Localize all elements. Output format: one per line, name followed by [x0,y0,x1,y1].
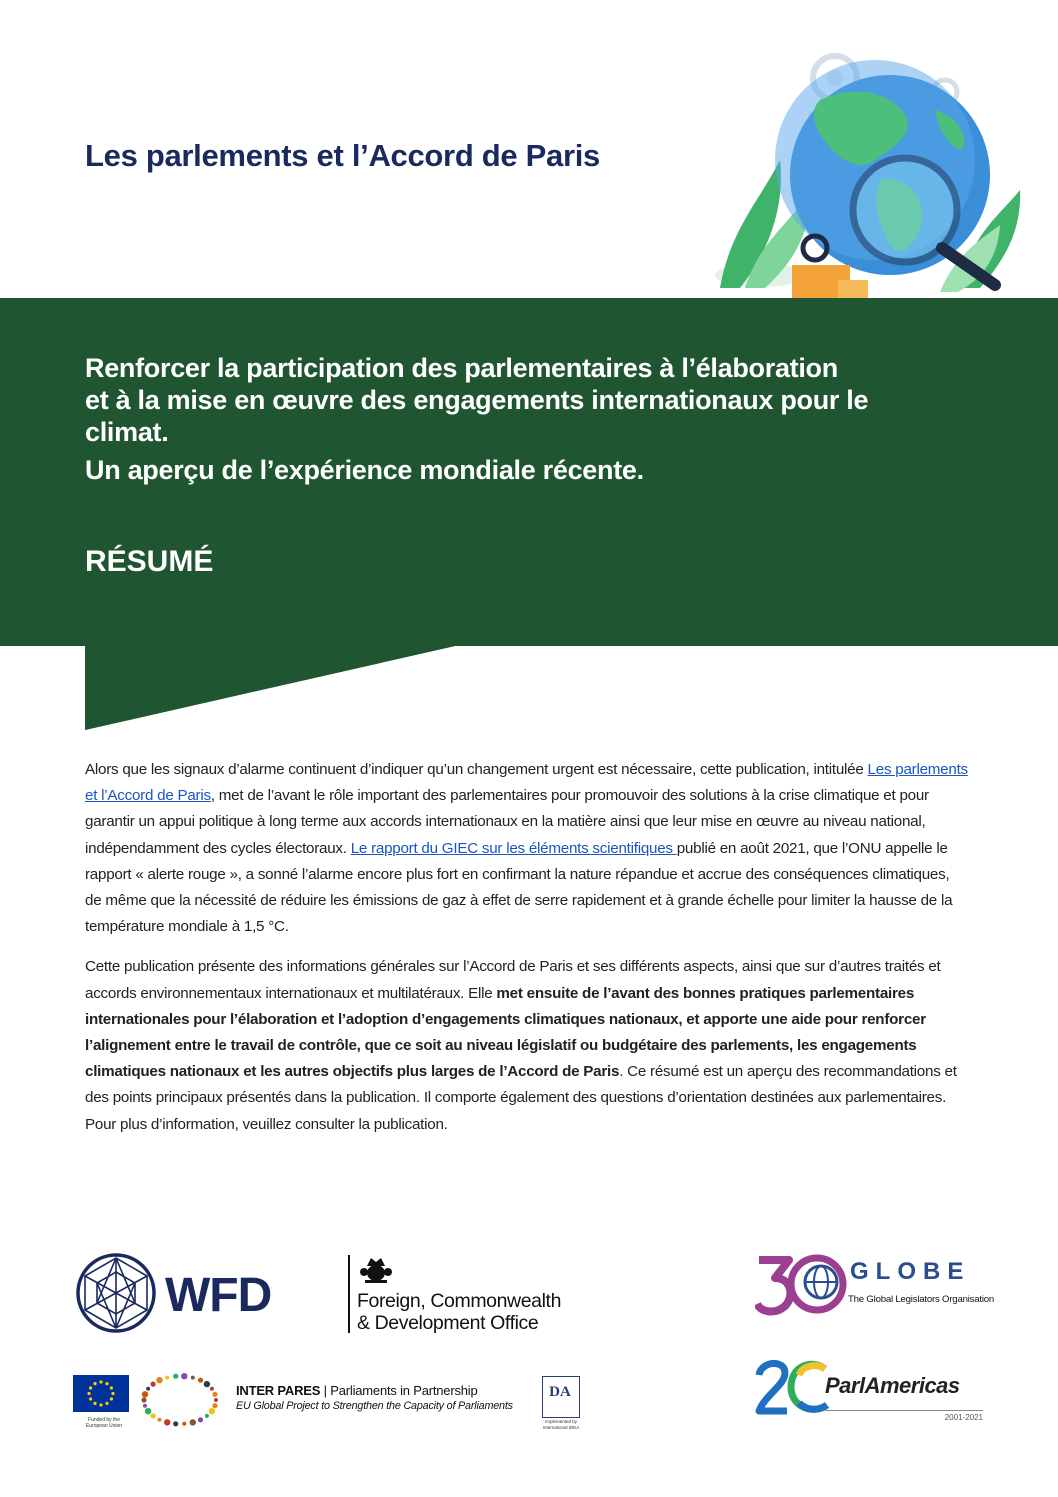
eu-logo [73,1375,131,1435]
subtitle-line: Un aperçu de l’expérience mondiale récente. [85,455,644,485]
page-title: Les parlements et l’Accord de Paris [85,138,600,173]
inter-pares-title [236,1383,536,1398]
ring-dot [210,1387,214,1391]
text-run: Cette publication présente des informations générales sur l’Accord de Paris et ses différents aspects, ainsi que sur d’autres traités et accords environnementaux internationaux et multilatéraux. Elle [85,958,941,1002]
idea-caption [540,1419,582,1431]
ring-dot [165,1376,169,1380]
globe-tagline: The Global Legislators Organisation [848,1294,995,1305]
ipcc-report-link[interactable]: Le rapport du GIEC sur les éléments scientifiques [350,839,677,857]
idea-letters: DA [549,1384,571,1400]
section-label: RÉSUMÉ [85,545,214,578]
ring-dot [212,1392,217,1397]
parlamericas-years: 2001-2021 [944,1413,983,1422]
text-run: , met de l’avant le rôle important des parlementaires pour promouvoir des solutions à la crise climatique et pour garantir un appui politique à long terme aux accords internationaux en la matière ainsi que leur mise en œuvre au niveau national, indépendamment des cycles électoraux. [85,787,929,857]
fcdo-line: & Development Office [357,1312,539,1334]
fcdo-rule [348,1255,350,1333]
body-text [85,757,969,1152]
parlamericas-20-icon [755,1357,835,1417]
fcdo-wordmark [357,1290,561,1334]
subtitle-line: et à la mise en œuvre des engagements internationaux pour le [85,385,869,415]
paragraph [85,757,969,940]
ring-dot [151,1413,156,1418]
wfd-wordmark: WFD [165,1269,272,1322]
eu-caption [79,1417,129,1429]
ring-dot [164,1419,170,1425]
globe-30-years-icon [755,1252,847,1316]
text-run: . Ce résumé est un aperçu des recommandations et des points principaux présentés dans la publication. Il comporte également des questions d’orientation destinées aux parlementaires. Pour plus d’information, veuillez consulter la publication. [85,1063,957,1133]
ring-dot [143,1404,147,1408]
ring-dot [181,1373,187,1379]
ring-dot [142,1391,148,1397]
ring-dot [190,1419,196,1425]
text-run: Alors que les signaux d’alarme continuent d’indiquer qu’un changement urgent est nécessaire, cette publication, intitulée [85,761,868,778]
ring-dot [198,1417,203,1422]
wfd-logo [75,1250,305,1340]
eu-caption-line: Funded by the [88,1417,120,1423]
ring-dot [173,1421,178,1426]
globe-logo [755,1252,995,1317]
parlamericas-rule [825,1410,983,1411]
inter-pares-logo [236,1383,536,1423]
ring-dot [158,1418,162,1422]
subtitle-line: Renforcer la participation des parlementaires à l’élaboration [85,353,838,383]
inter-pares-subtitle: EU Global Project to Strengthen the Capacity of Parliaments [236,1400,513,1412]
ring-dot [145,1408,151,1414]
text-run: publié en août 2021, que l’ONU appelle le rapport « alerte rouge », a sonné l’alarme encore plus fort en confirmant la nature répandue et accrue des conséquences climatiques, de même que la nécessité de réduire les émissions de gaz à effet de serre rapidement et à grande échelle pour limiter la hausse de la température mondiale à 1,5 °C. [85,839,953,936]
eu-flag-icon [73,1375,129,1412]
ring-dot [212,1403,217,1408]
ring-dot [173,1374,178,1379]
idea-logo [540,1376,582,1434]
ring-dot [151,1382,156,1387]
subtitle [85,352,985,486]
eu-caption-line: European Union [85,1423,123,1429]
ring-dot [204,1381,210,1387]
ring-dot [214,1398,218,1402]
subtitle-line: climat. [85,417,169,447]
idea-caption-line: International IDEA [542,1425,580,1430]
eu-stars-icon [73,1375,129,1412]
globe-wordmark: GLOBE [850,1258,971,1285]
ring-dot [209,1408,215,1414]
ring-dot [198,1378,203,1383]
wfd-globe-icon [75,1252,157,1334]
inter-pares-ring-icon [138,1370,222,1430]
ring-dot [191,1376,195,1380]
idea-caption-line: Implemented by [544,1419,578,1424]
bold-text-run: met ensuite de l’avant des bonnes pratiques parlementaires internationales pour l’élaboration et l’adoption d’engagements climatiques nationaux, et apporte une aide pour renforcer l’alignement entre le travail de contrôle, que ce soit au niveau législatif ou budgétaire des parlements, les engagements climatiques nationaux et les autres objectifs plus larges de l’Accord de Paris [85,984,926,1081]
parlamericas-wordmark: ParlAmericas [825,1373,960,1398]
ring-dot [156,1377,162,1383]
ring-dot [146,1387,150,1391]
globe-illustration [700,30,1030,300]
parlamericas-logo [755,1355,995,1430]
ring-dot [182,1422,186,1426]
paragraph [85,954,969,1137]
band-tail-shape [0,640,1058,740]
fcdo-logo [345,1250,605,1340]
ring-dot [141,1397,146,1402]
ring-dot [205,1414,209,1418]
royal-crest-icon [359,1254,393,1284]
fcdo-line: Foreign, Commonwealth [357,1290,562,1312]
inter-pares-name: INTER PARES [236,1383,321,1398]
inter-pares-tag: | Parliaments in Partnership [320,1383,478,1398]
publication-link[interactable]: Les parlements et l’Accord de Paris [85,761,968,805]
